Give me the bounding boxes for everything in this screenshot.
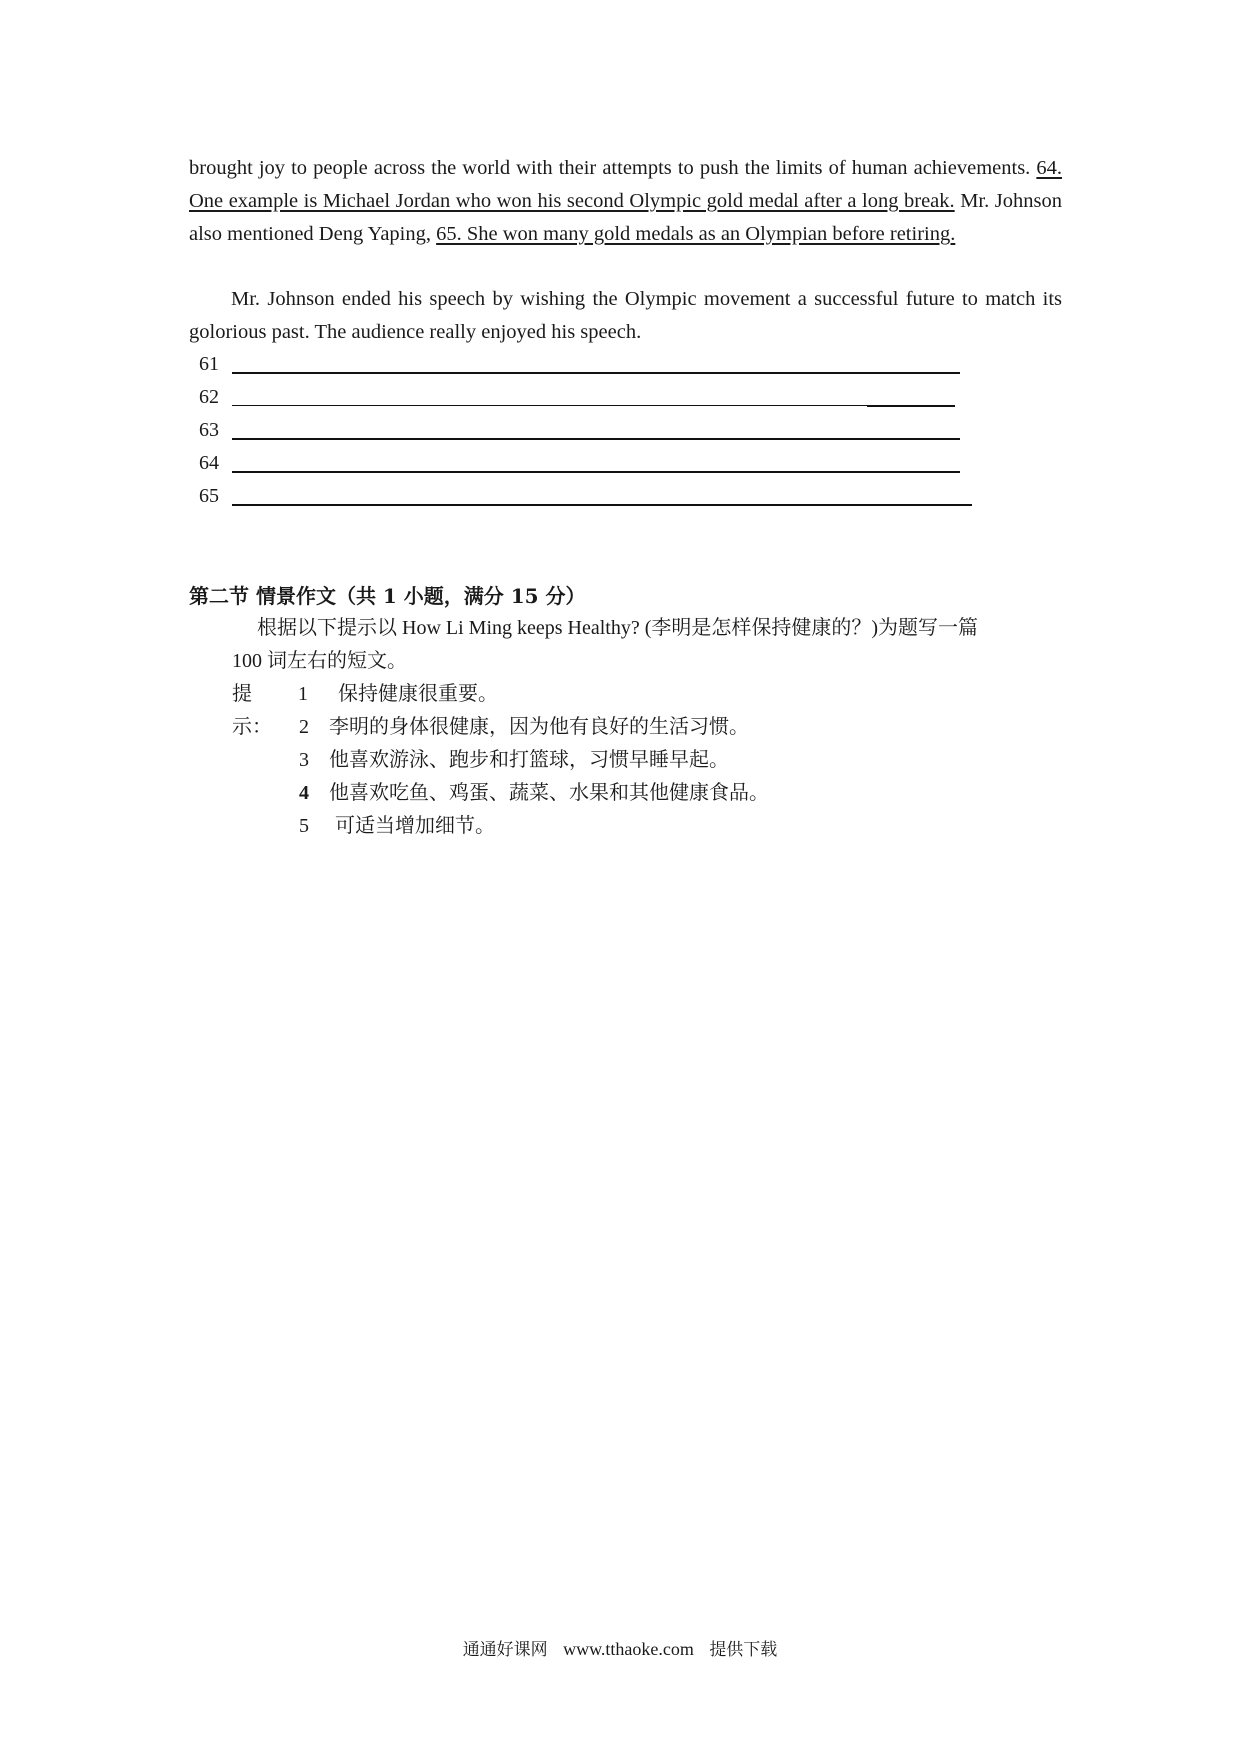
- hint-number: 2: [299, 716, 309, 738]
- passage-paragraph-1: [189, 152, 1062, 251]
- hint-text: 可适当增加细节。: [335, 815, 495, 837]
- answer-number: 65: [199, 485, 219, 507]
- footer-suffix: 提供下载: [709, 1640, 778, 1660]
- hint-number: 1: [298, 683, 308, 705]
- passage-text: achievements.: [913, 157, 1031, 179]
- answer-number: 62: [199, 386, 219, 408]
- hint-number: 5: [299, 815, 309, 837]
- answer-lines: [199, 349, 979, 514]
- hint-number: 4: [299, 782, 309, 804]
- passage-text: Mr. Johnson ended his speech by wishing the Olympic movement a successful future to match its golorious past. The audience really enjoyed his speech.: [189, 288, 1062, 343]
- answer-blank-line[interactable]: [232, 471, 960, 473]
- answer-row[interactable]: [199, 415, 979, 448]
- hint-label: 提示：: [232, 683, 272, 738]
- section-heading: 第二节 情景作文（共 1 小题，满分 15 分）: [189, 584, 586, 608]
- underlined-sentence-64: 64. One example is Michael Jordan who won his second Olympic gold medal after a long break.: [189, 157, 1062, 212]
- answer-row[interactable]: [199, 382, 979, 415]
- answer-row[interactable]: [199, 349, 979, 382]
- hint-text: 李明的身体很健康，因为他有良好的生活习惯。: [329, 716, 749, 738]
- passage-paragraph-2: [189, 283, 1062, 349]
- passage-text: Mr. Johnson also mentioned Deng Yaping,: [189, 190, 1062, 245]
- writing-instructions: [189, 612, 1062, 678]
- hint-text: 保持健康很重要。: [338, 683, 498, 705]
- footer-brand: 通通好课网: [462, 1640, 548, 1660]
- answer-number: 61: [199, 353, 219, 375]
- passage-text: brought joy to people across the world with their attempts to push the limits of human: [189, 157, 908, 179]
- answer-blank-line[interactable]: [232, 438, 960, 440]
- answer-blank-line[interactable]: [867, 405, 955, 407]
- answer-blank-line[interactable]: [232, 504, 972, 506]
- hint-text: 他喜欢游泳、跑步和打篮球，习惯早睡早起。: [329, 749, 729, 771]
- answer-number: 64: [199, 452, 219, 474]
- footer-site-link[interactable]: www.tthaoke.com: [563, 1639, 694, 1659]
- answer-row[interactable]: [199, 481, 979, 514]
- underlined-sentence-65: 65. She won many gold medals as an Olympian before retiring.: [436, 223, 956, 245]
- answer-row[interactable]: [199, 448, 979, 481]
- instruction-line: 根据以下提示以 How Li Ming keeps Healthy? (李明是怎样保持健康的？)为题写一篇: [257, 617, 979, 639]
- hint-number: 3: [299, 749, 309, 771]
- instruction-line: 100 词左右的短文。: [232, 650, 407, 672]
- page-footer: [0, 1635, 1240, 1660]
- answer-blank-line[interactable]: [232, 372, 960, 374]
- hint-text: 他喜欢吃鱼、鸡蛋、蔬菜、水果和其他健康食品。: [329, 782, 769, 804]
- answer-number: 63: [199, 419, 219, 441]
- answer-blank-line[interactable]: [232, 405, 867, 406]
